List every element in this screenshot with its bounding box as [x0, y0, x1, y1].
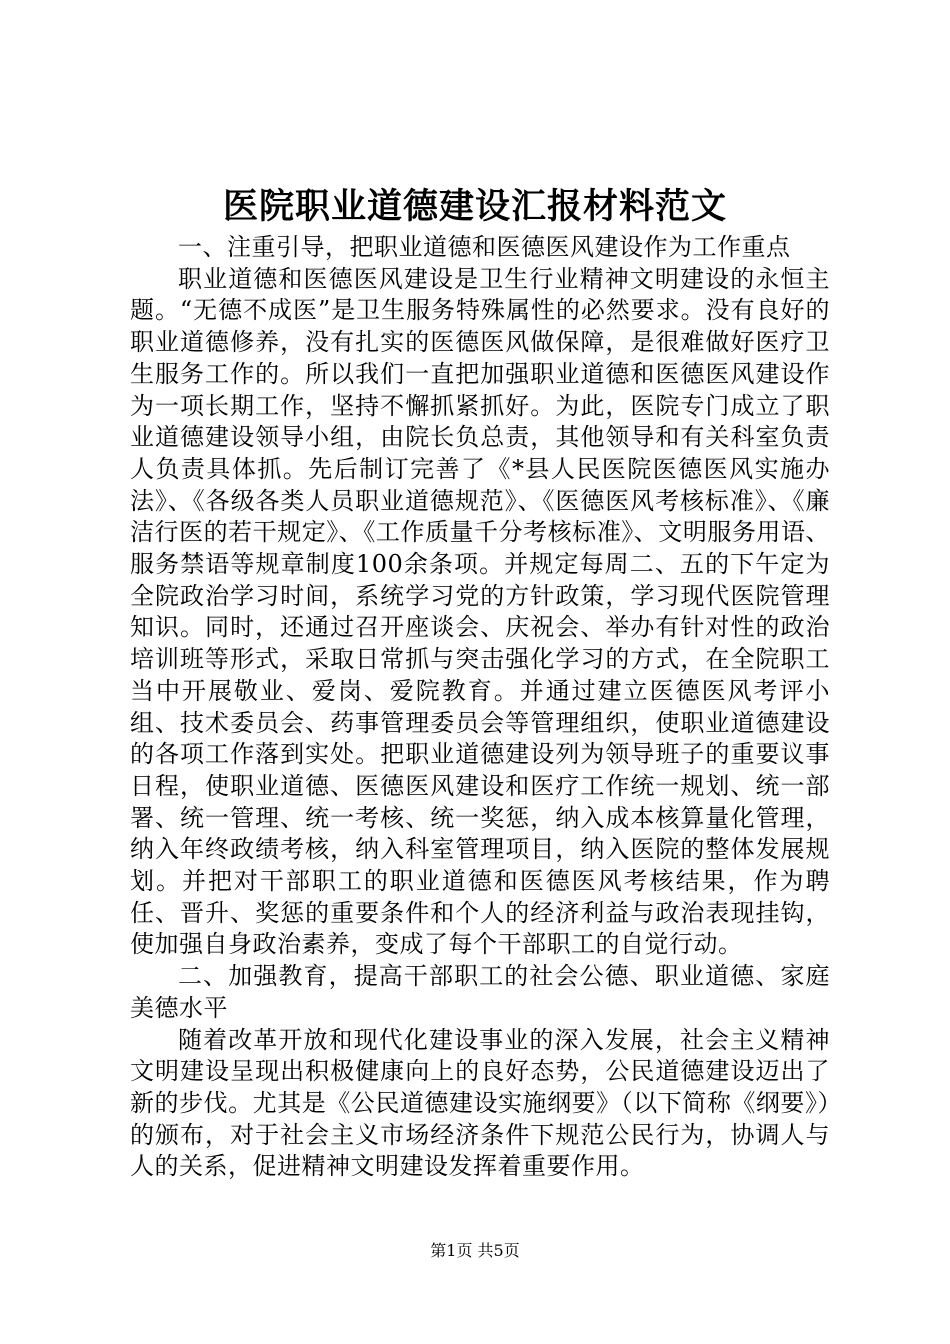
document-body [130, 232, 830, 1183]
document-title: 医院职业道德建设汇报材料范文 [222, 186, 727, 227]
section-heading-1: 一、注重引导，把职业道德和医德医风建设作为工作重点 [178, 233, 791, 261]
body-paragraph-1: 职业道德和医德医风建设是卫生行业精神文明建设的永恒主题。“无德不成医”是卫生服务特殊属性的必然要求。没有良好的职业道德修养，没有扎实的医德医风做保障，是很难做好医疗卫生服务工作的。所以我们一直把加强职业道德和医德医风建设作为一项长期工作，坚持不懈抓紧抓好。为此，医院专门成立了职业道德建设领导小组，由院长负总责，其他领导和有关科室负责人负责具体抓。先后制订完善了《*县人民医院医德医风实施办法》、《各级各类人员职业道德规范》、《医德医风考核标准》、《廉洁行医的若干规定》、《工作质量千分考核标准》、文明服务用语、服务禁语等规章制度100余条项。并规定每周二、五的下午定为全院政治学习时间，系统学习党的方针政策，学习现代医院管理知识。同时，还通过召开座谈会、庆祝会、举办有针对性的政治培训班等形式，采取日常抓与突击强化学习的方式，在全院职工当中开展敬业、爱岗、爱院教育。并通过建立医德医风考评小组、技术委员会、药事管理委员会等管理组织，使职业道德建设的各项工作落到实处。把职业道德建设列为领导班子的重要议事日程，使职业道德、医德医风建设和医疗工作统一规划、统一部署、统一管理、统一考核、统一奖惩，纳入成本核算量化管理，纳入年终政绩考核，纳入科室管理项目，纳入医院的整体发展规划。并把对干部职工的职业道德和医德医风考核结果，作为聘任、晋升、奖惩的重要条件和个人的经济利益与政治表现挂钩，使加强自身政治素养，变成了每个干部职工的自觉行动。 [130, 264, 830, 959]
page-number-footer: 第1页 共5页 [430, 1241, 520, 1260]
body-paragraph-2: 随着改革开放和现代化建设事业的深入发展，社会主义精神文明建设呈现出积极健康向上的良好态势，公民道德建设迈出了新的步伐。尤其是《公民道德建设实施纲要》（以下简称《纲要》）的颁布，对于社会主义市场经济条件下规范公民行为，协调人与人的关系，促进精神文明建设发挥着重要作用。 [130, 1025, 830, 1181]
section-heading-2: 二、加强教育，提高干部职工的社会公德、职业道德、家庭美德水平 [130, 962, 830, 1022]
